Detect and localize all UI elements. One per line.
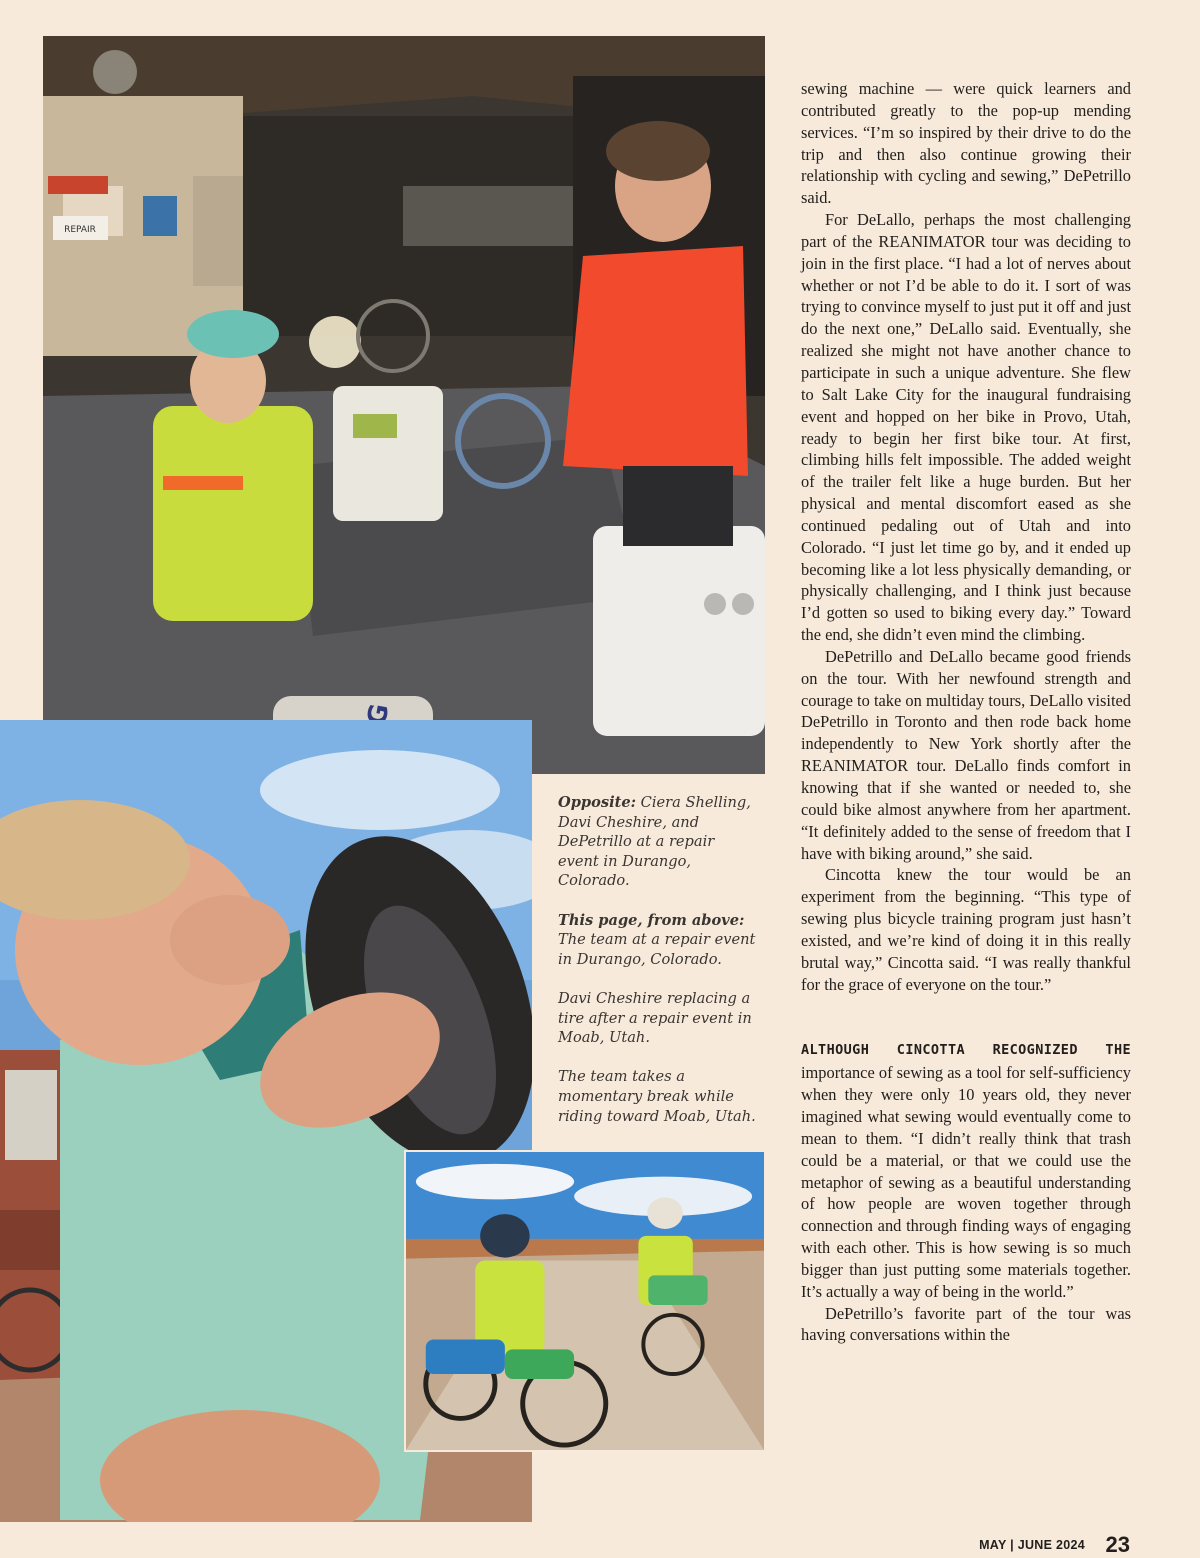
- caption-this-page-text: The team at a repair event in Durango, Colorado.: [558, 931, 756, 968]
- caption-this-page-label: This page, from above:: [558, 911, 745, 929]
- article-paragraph-5: [801, 1038, 1131, 1302]
- caption-break: The team takes a momentary break while riding toward Moab, Utah.: [558, 1068, 756, 1125]
- article-paragraph-3: DePetrillo and DeLallo became good friends on the tour. With her newfound strength and courage to take on multiday tours, DeLallo visited DePetrillo in Toronto and then rode back home independently to New York shortly after the REANIMATOR tour. DeLallo finds comfort in knowing that if she wanted or needed to, she could bike almost anywhere from her apartment. “It definitely added to the sense of freedom that I have with biking around,” she said.: [801, 646, 1131, 863]
- caption-opposite-text: Ciera Shelling, Davi Cheshire, and DePetrillo at a repair event in Durango, Colorado.: [558, 794, 751, 890]
- caption-opposite: [558, 793, 758, 891]
- article-paragraph-5-text: importance of sewing as a tool for self-sufficiency when they were only 10 years old, they never imagined what sewing would eventually come to mean to them. “I didn’t really think that trash could be a material, or that we could use the metaphor of sewing as a beautiful understanding of how people are woven together through connection and through finding ways of engaging with each other. This is how sewing is so much bigger than just putting some materials together. It’s actually a way of being in the world.”: [801, 1063, 1131, 1301]
- page-number: 23: [1105, 1532, 1130, 1557]
- article-paragraph-2: For DeLallo, perhaps the most challenging part of the REANIMATOR tour was deciding to join in the first place. “I had a lot of nerves about whether or not I’d be able to do it. I sort of was trying to convince myself to just put it off and just do the next one,” DeLallo said. Eventually, she realized she might not have another chance to participate in such a unique adventure. She flew to Salt Lake City for the inaugural fundraising event and hopped on her bike in Provo, Utah, ready to begin her first bike tour. At first, climbing hills felt impossible. The added weight of the trailer felt like a huge burden. But her physical and mental discomfort eased as she continued pedaling out of Utah and into Colorado. “I just let time go by, and it ended up becoming like a lot less physically demanding, or physically challenging, and I think just because I’d gotten so used to biking every day.” Toward the end, she didn’t even mind the climbing.: [801, 210, 1131, 645]
- article-paragraph-1: sewing machine — were quick learners and contributed greatly to the pop-up mending services. “I’m so inspired by their drive to do the trip and then also continue growing their relationship with cycling and sewing,” DePetrillo said.: [801, 79, 1131, 208]
- caption-this-page: [558, 911, 758, 970]
- article-body: [801, 78, 1131, 1346]
- article-paragraph-6: DePetrillo’s favorite part of the tour was having conversations within the: [801, 1303, 1131, 1345]
- caption-tire: Davi Cheshire replacing a tire after a repair event in Moab, Utah.: [558, 989, 752, 1047]
- workshop-photo: [43, 36, 765, 774]
- issue-date: MAY | JUNE 2024: [979, 1538, 1086, 1552]
- riders-photo: [404, 1150, 766, 1452]
- article-paragraph-4: Cincotta knew the tour would be an experiment from the beginning. “This type of sewing plus bicycle training program just hasn’t existed, and we’re kind of doing it in this really brutal way,” Cincotta said. “I was really thankful for the grace of everyone on the tour.”: [801, 865, 1131, 994]
- section-lead-in: ALTHOUGH CINCOTTA RECOGNIZED THE: [801, 1042, 1131, 1059]
- photo-caption: [558, 793, 758, 1146]
- caption-opposite-label: Opposite:: [558, 794, 637, 811]
- section-break: [801, 995, 1131, 1038]
- workshop-sign: REPAIR: [64, 225, 96, 235]
- page-folio: [979, 1532, 1130, 1558]
